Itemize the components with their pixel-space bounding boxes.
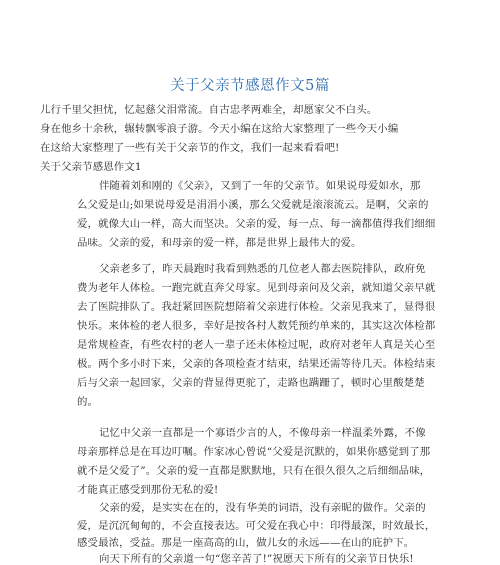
p3-line-3: 就不是父爱了”。父亲的爱一直都是默默地，只有在很久很久之后细细品味， — [77, 465, 431, 477]
p5-line-1: 向天下所有的父亲道一句“您辛苦了!”祝愿天下所有的父亲节日快乐! — [99, 553, 414, 565]
p2-line-5: 是常规检查，有些农村的老人一辈子还未体检过呢，政府对老年人真是关心至 — [77, 339, 436, 351]
p1-line-3: 爱，就像大山一样，高大而坚决。父亲的爱，每一点、每一滴都值得我们细细 — [77, 218, 436, 230]
p2-line-4: 快乐。来体检的老人很多，幸好是按各村人数凭预约单来的，其实这次体检都 — [77, 320, 436, 332]
p2-line-1: 父亲老多了，昨天晨跑时我看到熟悉的几位老人都去医院排队，政府免 — [99, 263, 426, 275]
intro-line-3: 在这给大家整理了一些有关于父亲节的作文，我们一起来看看吧! — [40, 142, 340, 154]
p4-line-3: 感受最浓，受益。那是一座高高的山，做儿女的永远——在山的庇护下。 — [77, 537, 415, 549]
p3-line-2: 母亲那样总是在耳边叮嘱。作家冰心曾说“父爱是沉默的，如果你感觉到了那 — [77, 446, 431, 458]
p2-line-7: 后与父亲一起回家，父亲的背显得更驼了，走路也蹒跚了，顿时心里酸楚楚 — [77, 377, 425, 389]
document-title: 关于父亲节感恩作文5篇 — [170, 78, 330, 94]
p1-line-2: 么父爱是山;如果说母爱是涓涓小溪，那么父爱就是滚滚流云。是啊，父亲的 — [77, 199, 429, 211]
p3-line-1: 记忆中父亲一直都是一个寡语少言的人，不像母亲一样温柔外露，不像 — [99, 427, 426, 439]
p2-line-2: 费为老年人体检。一跑完就直奔父母家。见到母亲问及父亲，就知道父亲早就 — [77, 282, 436, 294]
intro-line-1: 儿行千里父担忧，忆起慈父泪常流。自古忠孝两难全，却愿家父不白头。 — [40, 104, 378, 116]
section-heading: 关于父亲节感恩作文1 — [40, 161, 142, 173]
p4-line-2: 爱，是沉沉甸甸的，不会直接表达。可父爱在我心中：印得最深，时效最长， — [77, 520, 436, 532]
intro-line-2: 身在他乡十余秋，辗转飘零浪子游。今天小编在这给大家整理了一些今天小编 — [40, 123, 399, 135]
p1-line-1: 伴随着刘和刚的《父亲》，又到了一年的父亲节。如果说母爱如水，那 — [99, 180, 421, 192]
p4-line-1: 父亲的爱，是实实在在的，没有华美的词语，没有亲昵的做作。父亲的 — [99, 502, 426, 514]
p3-line-4: 才能真正感受到那份无私的爱! — [77, 484, 219, 496]
p2-line-8: 的。 — [77, 396, 99, 408]
p2-line-6: 极。两个多小时下来，父亲的各项检查才结束，结果还需等待几天。体检结束 — [77, 358, 436, 370]
p1-line-4: 品味。父亲的爱，和母亲的爱一样，都是世界上最伟大的爱。 — [77, 237, 362, 249]
p2-line-3: 去了医院排队了。我赶紧回医院想陪着父亲进行体检。父亲见我来了，显得很 — [77, 301, 436, 313]
